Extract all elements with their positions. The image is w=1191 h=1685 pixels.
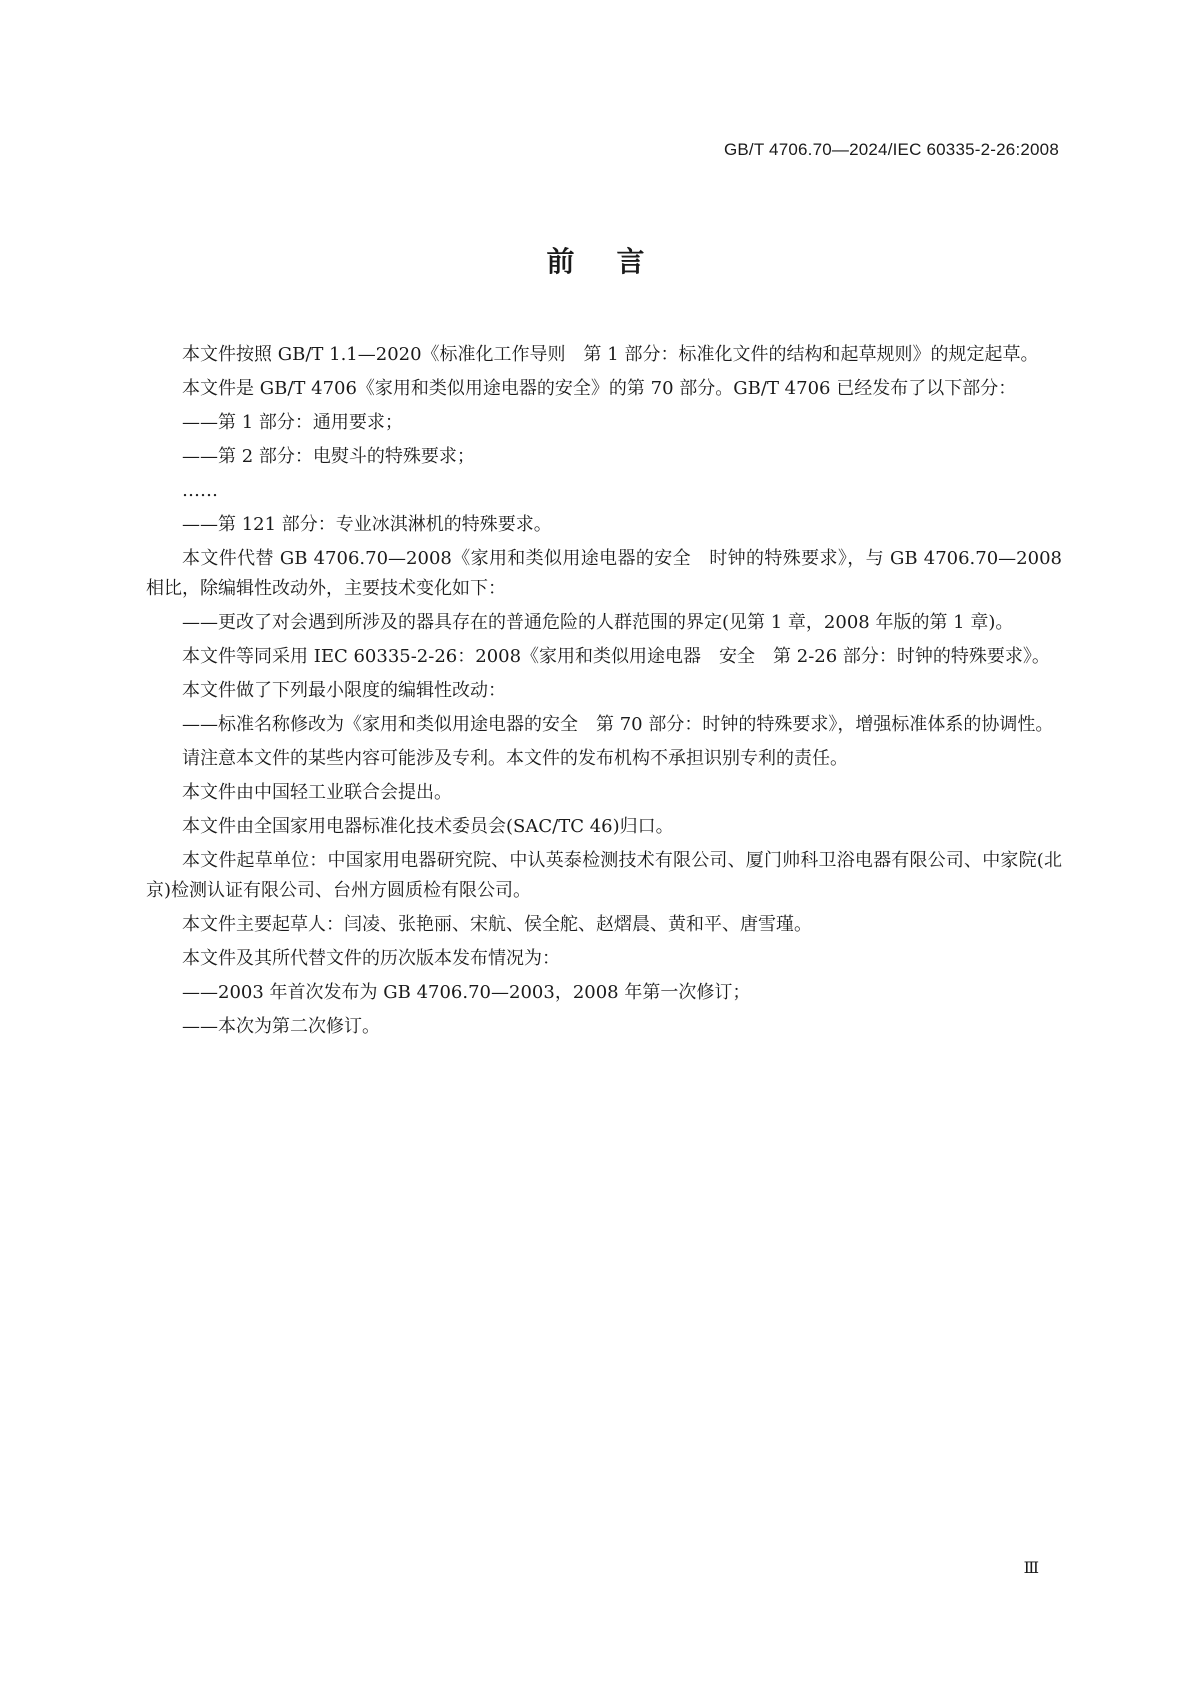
ellipsis: …… — [182, 480, 218, 501]
list-item: ——2003 年首次发布为 GB 4706.70—2003，2008 年第一次修订； — [182, 982, 751, 1003]
page-title: 前言 — [546, 245, 687, 278]
paragraph: 本文件起草单位：中国家用电器研究院、中认英泰检测技术有限公司、厦门帅科卫浴电器有限公司、中家院(北京)检测认证有限公司、台州方圆质检有限公司。 — [146, 850, 1062, 901]
paragraph: 本文件做了下列最小限度的编辑性改动： — [182, 680, 506, 701]
list-item: ——第 121 部分：专业冰淇淋机的特殊要求。 — [182, 514, 552, 535]
paragraph: 本文件及其所代替文件的历次版本发布情况为： — [182, 948, 560, 969]
list-item: ——更改了对会遇到所涉及的器具存在的普通危险的人群范围的界定(见第 1 章，2008 年版的第 1 章)。 — [182, 612, 1014, 633]
list-item: ——第 2 部分：电熨斗的特殊要求； — [182, 446, 475, 467]
paragraph: 本文件按照 GB/T 1.1—2020《标准化工作导则 第 1 部分：标准化文件的结构和起草规则》的规定起草。 — [182, 344, 1039, 365]
paragraph: 本文件代替 GB 4706.70—2008《家用和类似用途电器的安全 时钟的特殊要求》，与 GB 4706.70—2008 相比，除编辑性改动外，主要技术变化如下： — [146, 548, 1062, 599]
paragraph: 本文件主要起草人：闫凌、张艳丽、宋航、侯全舵、赵熠晨、黄和平、唐雪瑾。 — [182, 914, 812, 935]
document-header — [724, 140, 1059, 160]
paragraph: 本文件等同采用 IEC 60335-2-26：2008《家用和类似用途电器 安全 第 2-26 部分：时钟的特殊要求》。 — [182, 646, 1050, 667]
paragraph: 请注意本文件的某些内容可能涉及专利。本文件的发布机构不承担识别专利的责任。 — [182, 748, 848, 769]
list-item: ——第 1 部分：通用要求； — [182, 412, 403, 433]
standard-code: GB/T 4706.70—2024/IEC 60335-2-26:2008 — [723, 140, 1059, 159]
list-item: ——标准名称修改为《家用和类似用途电器的安全 第 70 部分：时钟的特殊要求》，增强标准体系的协调性。 — [182, 714, 1054, 735]
page-number: Ⅲ — [1023, 1560, 1039, 1577]
paragraph: 本文件是 GB/T 4706《家用和类似用途电器的安全》的第 70 部分。GB/T 4706 已经发布了以下部分： — [182, 378, 1017, 399]
paragraph: 本文件由中国轻工业联合会提出。 — [182, 782, 452, 803]
list-item: ——本次为第二次修订。 — [182, 1016, 380, 1037]
paragraph: 本文件由全国家用电器标准化技术委员会(SAC/TC 46)归口。 — [182, 816, 674, 837]
foreword-body — [146, 340, 1062, 1046]
